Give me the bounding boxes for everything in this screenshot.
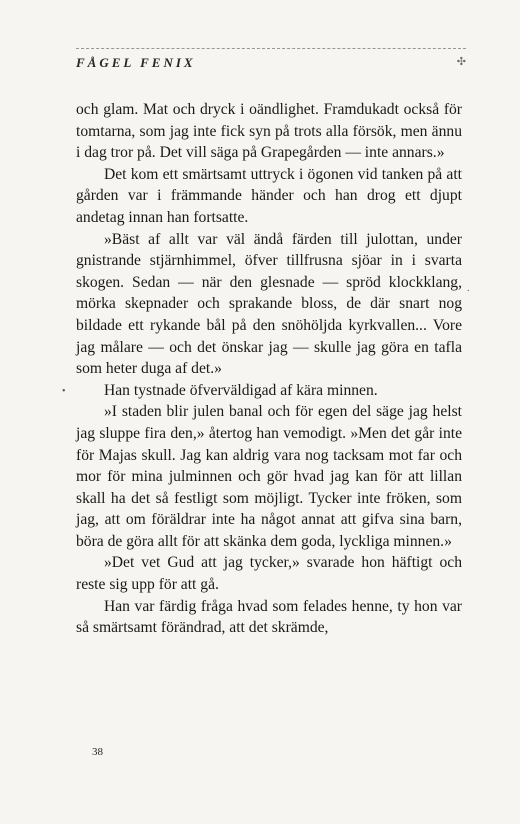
ornament-icon: ✣ bbox=[456, 56, 466, 68]
paragraph: Han var färdig fråga hvad som felades henne, ty hon var så smärtsamt förändrad, att det skrämde, bbox=[76, 597, 462, 637]
paragraph: Han tystnade öfverväldigad af kära minnen. bbox=[104, 381, 378, 399]
page-number: 38 bbox=[92, 746, 103, 758]
running-title: FÅGEL FENIX bbox=[76, 55, 196, 70]
print-speck: . bbox=[467, 283, 470, 294]
paragraph: »I staden blir julen banal och för egen del säge jag helst jag sluppe fira den,» återtog han vemodigt. »Men det går inte för Majas skull. Jag kan aldrig vara nog tacksam mot far och mor för mina julminnen och gör hvad jag kan för att lillan skall ha det så festligt som möjligt. Tycker inte fröken, som jag, att om föräldrar inte ha något annat att gifva sina barn, böra de göra allt för att skänka dem goda, lyckliga minnen.» bbox=[76, 403, 462, 550]
body-text bbox=[76, 99, 462, 639]
paragraph: och glam. Mat och dryck i oändlighet. Framdukadt också för tomtarna, som jag inte fick syn på trots alla försök, men ännu i dag tror på. Det vill säga på Grapegården — inte annars.» bbox=[76, 101, 462, 162]
paragraph: »Det vet Gud att jag tycker,» svarade hon häftigt och reste sig upp för att gå. bbox=[76, 554, 462, 594]
paragraph: »Bäst af allt var väl ändå färden till julottan, under gnistrande stjärnhimmel, öfver tillfrusna sjöar in i svarta skogen. Sedan — när den glesnade — spröd klockklang, mörka skepnader och sprakande bloss, de där snart nog bildade ett rykande bål på den snöhöljda kyrkvallen... Vore jag målare — och det önskar jag — skulle jag göra en tafla som heter duga af det.» bbox=[76, 230, 462, 378]
print-speck: • bbox=[62, 386, 66, 397]
paragraph: Det kom ett smärtsamt uttryck i ögonen vid tanken på att gården var i främmande händer och han drog ett djupt andetag innan han fortsatte. bbox=[76, 165, 462, 226]
header-rule bbox=[76, 48, 466, 49]
running-head bbox=[76, 55, 466, 73]
